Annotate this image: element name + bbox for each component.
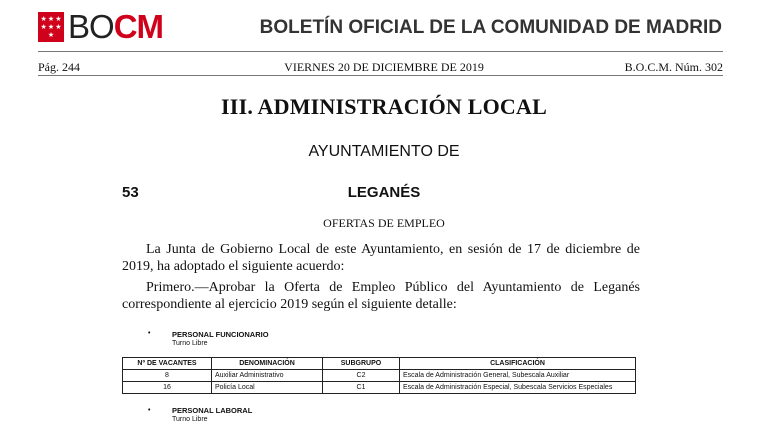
issue-date: VIERNES 20 DE DICIEMBRE DE 2019: [284, 60, 484, 74]
group-subtitle-laboral: Turno Libre: [172, 416, 208, 423]
madrid-flag-icon: ★ ★ ★ ★ ★ ★ ★: [38, 12, 64, 42]
issue-number: B.O.C.M. Núm. 302: [624, 60, 723, 74]
bullet-icon: •: [148, 407, 151, 414]
municipality-heading: LEGANÉS: [347, 184, 421, 201]
meta-divider: [38, 75, 723, 76]
logo-wordmark: [68, 8, 164, 45]
logo-suffix: CM: [113, 8, 164, 45]
column-header-vacantes: Nº DE VACANTES: [123, 358, 212, 370]
entry-number: 53: [122, 184, 139, 201]
paragraph-intro-text: La Junta de Gobierno Local de este Ayuntamiento, en sesión de 17 de diciembre de 2019, ha adoptado el siguiente acuerdo:: [122, 242, 640, 274]
cell-subgrupo: C1: [323, 382, 400, 394]
cell-clasificacion: Escala de Administración Especial, Subescala Servicios Especiales: [400, 382, 636, 394]
cell-vacantes: 8: [123, 370, 212, 382]
section-heading: III. ADMINISTRACIÓN LOCAL: [221, 94, 547, 119]
table-header-row: [123, 358, 636, 370]
header-divider: [38, 51, 723, 52]
bullet-icon: •: [148, 330, 151, 337]
group-subtitle-funcionario: Turno Libre: [172, 340, 208, 347]
paragraph-primero-text: Primero.—Aprobar la Oferta de Empleo Público del Ayuntamiento de Leganés correspondiente al ejercicio 2019 según el siguiente detalle:: [122, 280, 640, 312]
cell-subgrupo: C2: [323, 370, 400, 382]
table-row: [123, 370, 636, 382]
bulletin-title: BOLETÍN OFICIAL DE LA COMUNIDAD DE MADRID: [259, 17, 722, 38]
logo-prefix: BO: [68, 8, 114, 45]
page-number: Pág. 244: [38, 60, 80, 74]
paragraph-intro: [122, 241, 640, 275]
paragraph-primero: [122, 279, 640, 313]
column-header-clasificacion: CLASIFICACIÓN: [400, 358, 636, 370]
cell-denominacion: Auxiliar Administrativo: [212, 370, 323, 382]
cell-denominacion: Policía Local: [212, 382, 323, 394]
column-header-subgrupo: SUBGRUPO: [323, 358, 400, 370]
column-header-denominacion: DENOMINACIÓN: [212, 358, 323, 370]
group-title-funcionario: PERSONAL FUNCIONARIO: [172, 330, 269, 339]
subject-heading: OFERTAS DE EMPLEO: [323, 216, 445, 230]
table-row: [123, 382, 636, 394]
cell-clasificacion: Escala de Administración General, Subescala Auxiliar: [400, 370, 636, 382]
vacancies-table: [122, 357, 636, 394]
cell-vacantes: 16: [123, 382, 212, 394]
group-title-laboral: PERSONAL LABORAL: [172, 406, 253, 415]
entity-heading: AYUNTAMIENTO DE: [308, 143, 460, 160]
bocm-logo: [38, 8, 164, 45]
